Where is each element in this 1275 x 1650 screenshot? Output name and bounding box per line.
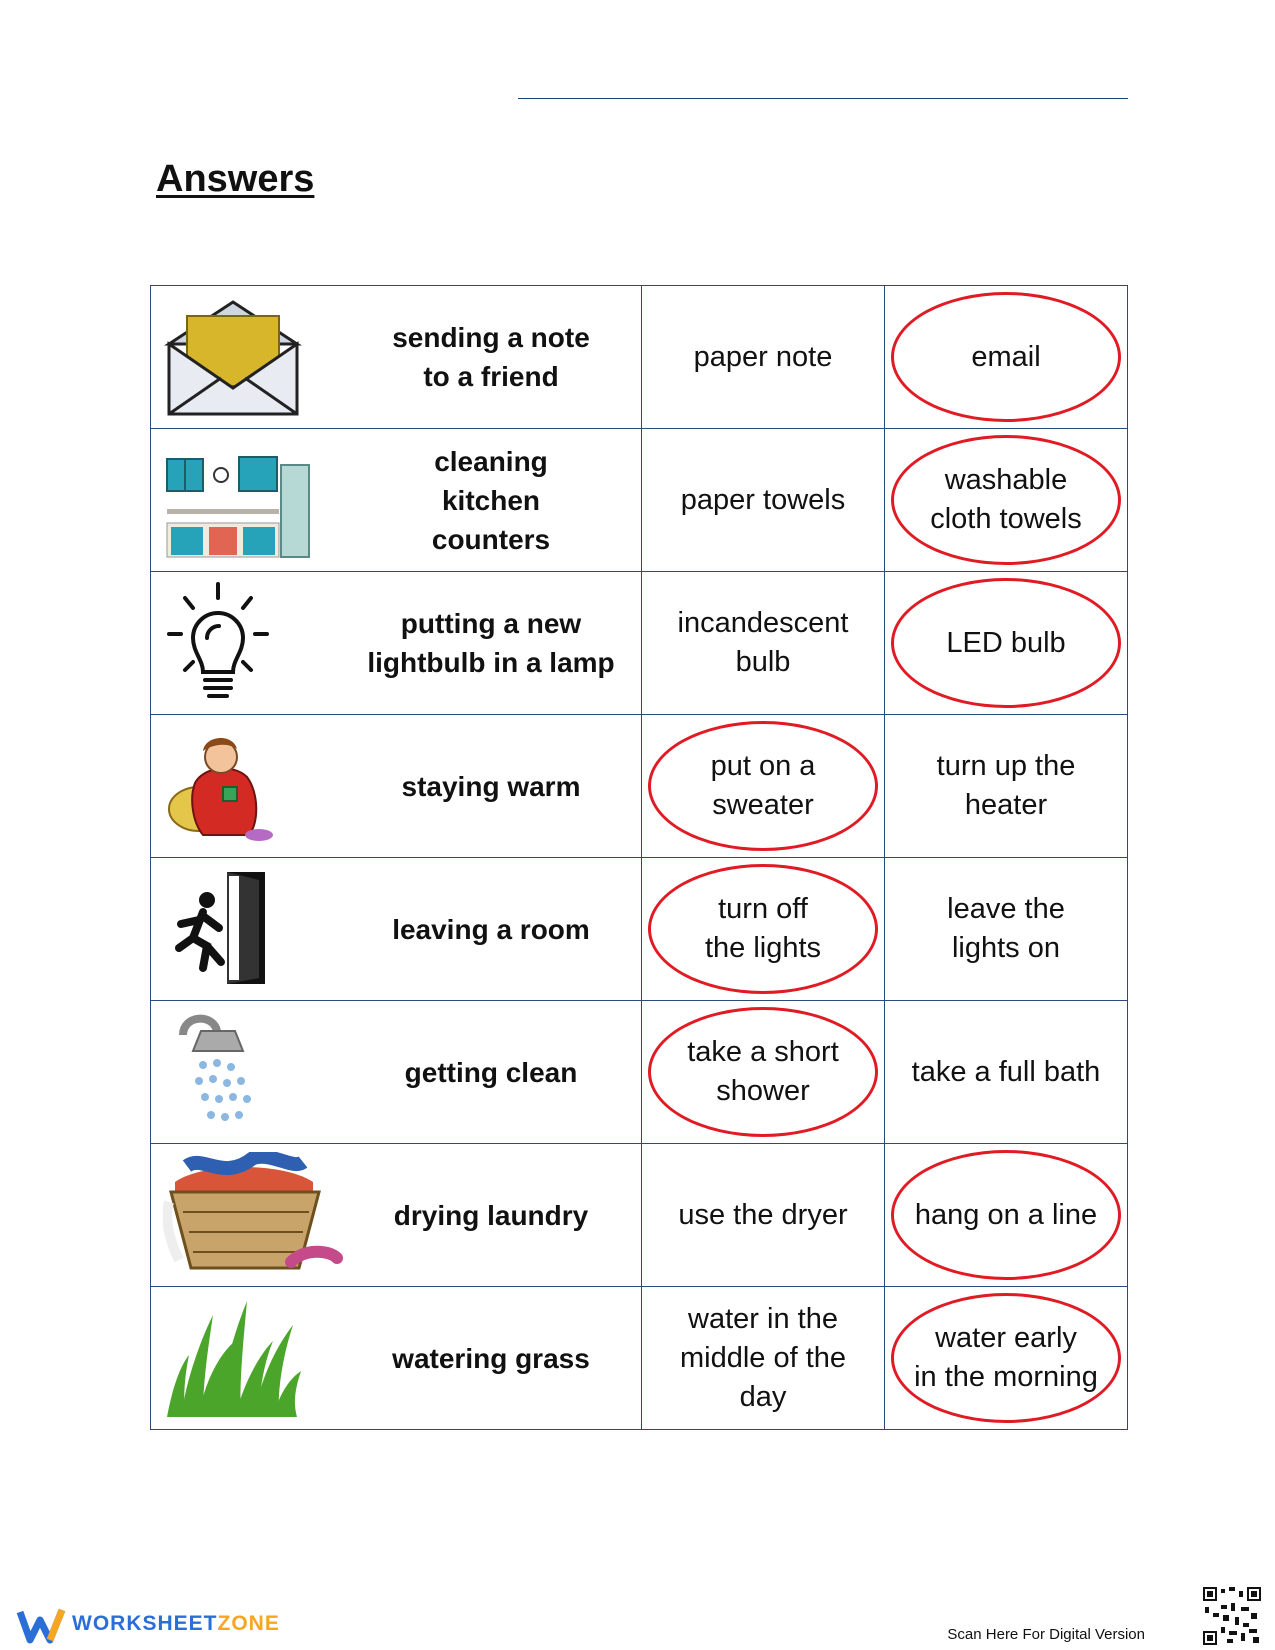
answer-option[interactable]: incandescent bulb [642, 572, 885, 715]
table-row [151, 572, 1128, 715]
task-label: staying warm [341, 715, 642, 858]
laundry-basket-icon [151, 1144, 342, 1287]
answer-option[interactable]: turn off the lights [642, 858, 885, 1001]
task-label: drying laundry [341, 1144, 642, 1287]
worksheetzone-logo-icon [16, 1606, 66, 1646]
exit-door-icon [151, 858, 342, 1001]
scan-caption: Scan Here For Digital Version [947, 1626, 1145, 1643]
answer-option[interactable]: LED bulb [885, 572, 1128, 715]
answers-table [150, 285, 1128, 1430]
task-label: watering grass [341, 1287, 642, 1430]
answer-option[interactable]: paper towels [642, 429, 885, 572]
task-label: getting clean [341, 1001, 642, 1144]
brand-name: WORKSHEETZONE [72, 1612, 280, 1635]
shower-icon [151, 1001, 342, 1144]
answer-option[interactable]: email [885, 286, 1128, 429]
table-row [151, 429, 1128, 572]
answer-option[interactable]: leave the lights on [885, 858, 1128, 1001]
grass-icon [151, 1287, 342, 1430]
envelope-icon [151, 286, 342, 429]
answer-option[interactable]: hang on a line [885, 1144, 1128, 1287]
answer-option[interactable]: use the dryer [642, 1144, 885, 1287]
table-row [151, 715, 1128, 858]
name-line [518, 98, 1128, 99]
task-label: sending a note to a friend [341, 286, 642, 429]
person-in-blanket-icon [151, 715, 342, 858]
lightbulb-icon [151, 572, 342, 715]
page-title: Answers [156, 158, 315, 200]
answer-option[interactable]: water early in the morning [885, 1287, 1128, 1430]
table-row [151, 858, 1128, 1001]
task-label: cleaning kitchen counters [341, 429, 642, 572]
qr-code-icon[interactable] [1203, 1587, 1261, 1645]
answer-option[interactable]: washable cloth towels [885, 429, 1128, 572]
answer-option[interactable]: take a full bath [885, 1001, 1128, 1144]
answer-option[interactable]: paper note [642, 286, 885, 429]
answer-option[interactable]: turn up the heater [885, 715, 1128, 858]
task-label: putting a new lightbulb in a lamp [341, 572, 642, 715]
answer-option[interactable]: water in the middle of the day [642, 1287, 885, 1430]
table-row [151, 1287, 1128, 1430]
answer-option[interactable]: take a short shower [642, 1001, 885, 1144]
table-row [151, 1001, 1128, 1144]
kitchen-icon [151, 429, 342, 572]
table-row [151, 286, 1128, 429]
answer-option[interactable]: put on a sweater [642, 715, 885, 858]
task-label: leaving a room [341, 858, 642, 1001]
table-row [151, 1144, 1128, 1287]
